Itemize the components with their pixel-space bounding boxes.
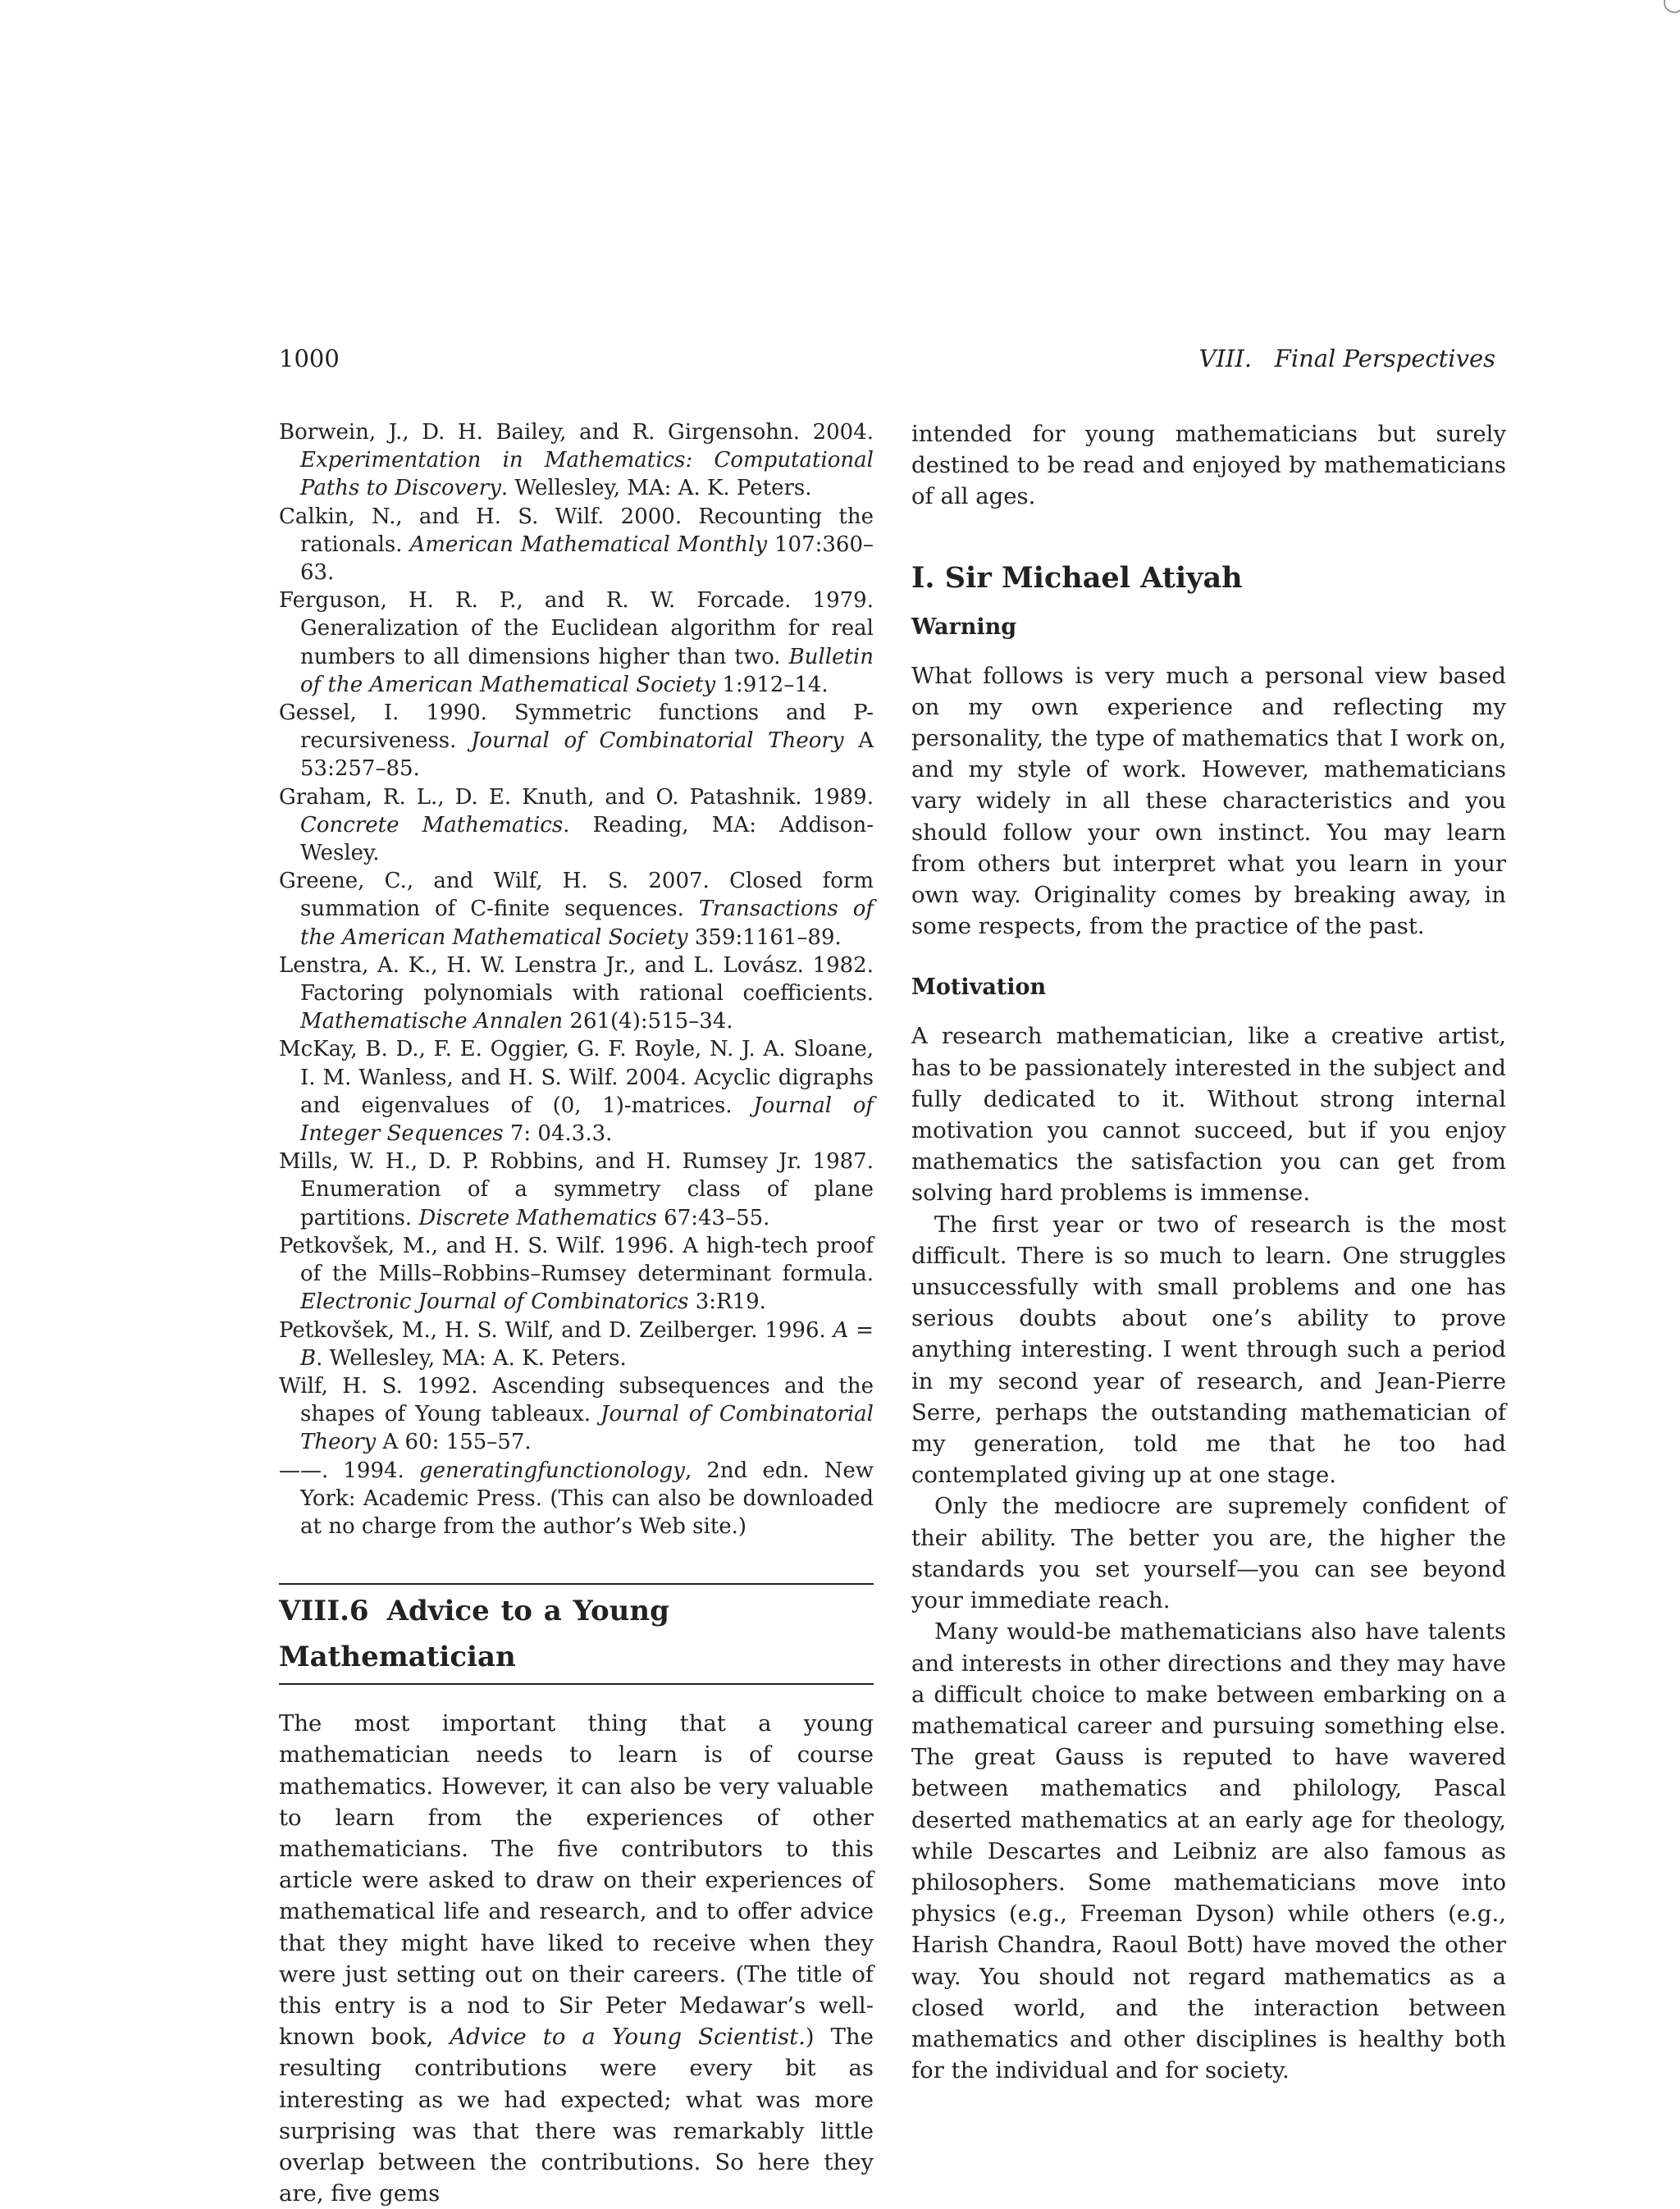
warning-paragraph: What follows is very much a personal view based on my own experience and reflecting my personality, the type of mathematics that I work on, and my style of work. However, mathematicians vary widely in all these characteristics and you should follow your own instinct. You may learn from others but interpret what you learn in your own way. Originality comes by breaking away, in some respects, from the practice of the past. bbox=[911, 662, 1506, 940]
motivation-paragraph: Only the mediocre are supremely confident of their ability. The better you are, the higher the standards you set yourself—you can see beyond your immediate reach. bbox=[911, 1493, 1506, 1614]
intro-continuation: intended for young mathematicians but surely destined to be read and enjoyed by mathematicians of all ages. bbox=[911, 421, 1506, 510]
section-heading bbox=[279, 1585, 874, 1683]
motivation-heading: Motivation bbox=[911, 974, 1047, 1001]
book-title: Advice to a Young Scientist. bbox=[450, 2024, 806, 2051]
reference-item: Ferguson, H. R. P., and R. W. Forcade. 1979. Generalization of the Euclidean algorithm for real numbers to all dimensions higher than two. Bulletin of the American Mathematical Society 1:912–14. bbox=[279, 588, 874, 697]
reference-item: Graham, R. L., D. E. Knuth, and O. Patashnik. 1989. Concrete Mathematics. Reading, MA: Addison-Wesley. bbox=[279, 784, 874, 866]
reference-item: Wilf, H. S. 1992. Ascending subsequences and the shapes of Young tableaux. Journal of Combinatorial Theory A 60: 155–57. bbox=[279, 1373, 874, 1455]
motivation-paragraph: The first year or two of research is the most difficult. There is so much to learn. One struggles unsuccessfully with small problems and one has serious doubts about one’s ability to prove anything interesting. I went through such a period in my second year of research, and Jean-Pierre Serre, perhaps the outstanding mathematician of my generation, told me that he too had contemplated giving up at one stage. bbox=[911, 1211, 1506, 1489]
reference-item: Greene, C., and Wilf, H. S. 2007. Closed form summation of C-finite sequences. Transactions of the American Mathematical Society 359:1161–89. bbox=[279, 869, 874, 950]
reference-item: Lenstra, A. K., H. W. Lenstra Jr., and L. Lovász. 1982. Factoring polynomials with rational coefficients. Mathematische Annalen 261(4):515–34. bbox=[279, 952, 874, 1034]
intro-paragraph: The most important thing that a young mathematician needs to learn is of course mathematics. However, it can also be very valuable to learn from the experiences of other mathematicians. The five contributors to this article were asked to draw on their experiences of mathematical life and research, and to offer advice that they might have liked to receive when they were just setting out on their careers. (The title of this entry is a nod to Sir Peter Medawar’s well-known book, Advice to a Young Scientist.) The resulting contributions were every bit as interesting as we had expected; what was more surprising was that there was remarkably little overlap between the contributions. So here they are, five gems bbox=[279, 1710, 874, 2207]
page-number: 1000 bbox=[279, 345, 340, 372]
reference-item: Petkovšek, M., H. S. Wilf, and D. Zeilberger. 1996. A = B. Wellesley, MA: A. K. Peters. bbox=[279, 1317, 874, 1371]
right-column bbox=[911, 418, 1506, 2086]
section-title: Advice to a Young Mathematician bbox=[279, 1595, 669, 1674]
reference-item: Borwein, J., D. H. Bailey, and R. Girgensohn. 2004. Experimentation in Mathematics: Computational Paths to Discovery. Wellesley, MA: A. K. Peters. bbox=[279, 420, 874, 501]
motivation-paragraph: A research mathematician, like a creative artist, has to be passionately interested in the subject and fully dedicated to it. Without strong internal motivation you cannot succeed, but if you enjoy mathematics the satisfaction you can get from solving hard problems is immense. bbox=[911, 1023, 1506, 1207]
reference-item: McKay, B. D., F. E. Oggier, G. F. Royle, N. J. A. Sloane, I. M. Wanless, and H. S. Wilf. 2004. Acyclic digraphs and eigenvalues of (0, 1)-matrices. Journal of Integer Sequences 7: 04.3.3. bbox=[279, 1037, 874, 1147]
warning-heading: Warning bbox=[911, 614, 1017, 640]
left-column bbox=[279, 418, 874, 2209]
reference-item: Petkovšek, M., and H. S. Wilf. 1996. A high-tech proof of the Mills–Robbins–Rumsey determinant formula. Electronic Journal of Combinatorics 3:R19. bbox=[279, 1233, 874, 1315]
motivation-paragraph: Many would-be mathematicians also have talents and interests in other directions and they may have a difficult choice to make between embarking on a mathematical career and pursuing something else. The great Gauss is reputed to have wavered between mathematics and philology, Pascal deserted mathematics at an early age for theology, while Descartes and Leibniz are also famous as philosophers. Some mathematicians move into physics (e.g., Freeman Dyson) while others (e.g., Harish Chandra, Raoul Bott) have moved the other way. You should not regard mathematics as a closed world, and the interaction between mathematics and other disciplines is healthy both for the individual and for society. bbox=[911, 1618, 1506, 2084]
section-number: VIII.6 bbox=[279, 1595, 369, 1628]
reference-item: Mills, W. H., D. P. Robbins, and H. Rumsey Jr. 1987. Enumeration of a symmetry class of plane partitions. Discrete Mathematics 67:43–55. bbox=[279, 1149, 874, 1230]
reference-list bbox=[279, 418, 874, 1540]
contributor-heading: I. Sir Michael Atiyah bbox=[911, 560, 1243, 595]
section-rule-bottom bbox=[279, 1683, 874, 1685]
reference-item: Calkin, N., and H. S. Wilf. 2000. Recounting the rationals. American Mathematical Monthly 107:360–63. bbox=[279, 504, 874, 586]
reference-item: Gessel, I. 1990. Symmetric functions and P-recursiveness. Journal of Combinatorial Theory A 53:257–85. bbox=[279, 701, 874, 782]
scan-corner-mark bbox=[1664, 0, 1680, 13]
reference-item: ——. 1994. generatingfunctionology, 2nd edn. New York: Academic Press. (This can also be downloaded at no charge from the author’s Web site.) bbox=[279, 1458, 874, 1539]
running-title: VIII. Final Perspectives bbox=[1198, 345, 1495, 372]
